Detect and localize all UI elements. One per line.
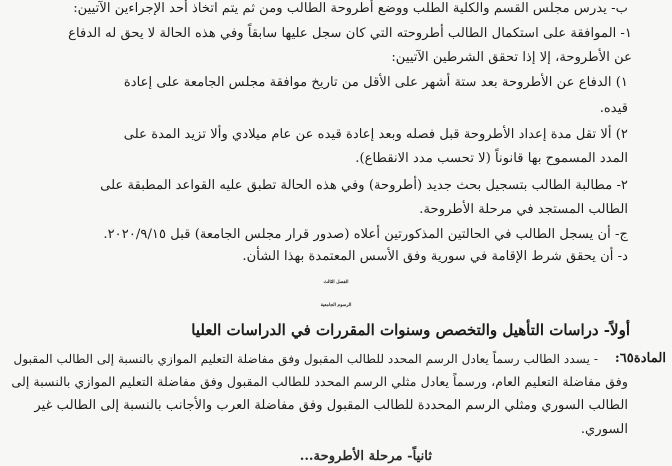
clause-d-line: د- أن يحقق شرط الإقامة في سورية وفق الأسس المعتمدة بهذا الشأن. [242,249,628,264]
option-1-line-2: عن الأطروحة، إلا إذا تحقق الشرطين الآتيين: [391,50,632,65]
article-label: المادة٦٥: [614,351,666,366]
condition-1-line-1: ١) الدفاع عن الأطروحة بعد ستة أشهر على الأقل من تاريخ موافقة مجلس الجامعة على إعادة [123,75,628,90]
condition-1-line-2: قيده. [599,101,628,116]
clause-b-line: ب- يدرس مجلس القسم والكلية الطلب ووضع أطروحة الطالب ومن ثم يتم اتخاذ أحد الإجراءين الآتيين: [73,1,628,16]
section-heading: أولاً- دراسات التأهيل والتخصص وسنوات المقررات في الدراسات العليا [191,321,630,339]
article-line-3: الطالب السوري ومثلي الرسم المحددة للطالب المقبول وفق مفاضلة العرب والأجانب بالنسبة إلى الطالب غير [34,398,628,413]
condition-2-line-1: ٢) ألا تقل مدة إعداد الأطروحة قبل فصله وبعد إعادة قيده عن عام ميلادي وألا تزيد المدة على [123,127,628,142]
option-2-line-2: الطالب المستجد في مرحلة الأطروحة. [419,202,628,217]
cut-off-heading: ثانياً- مرحلة الأطروحة... [299,449,432,464]
chapter-heading: الفصل الثالث [323,280,349,285]
fees-heading: الرسوم الجامعية [320,303,352,308]
option-1-line-1: ١- الموافقة على استكمال الطالب أطروحته التي كان سجل عليها سابقاً وفي هذه الحالة لا يحق له الدفاع [68,26,632,41]
clause-c-line: ج- أن يسجل الطالب في الحالتين المذكورتين أعلاه (صدور قرار مجلس الجامعة) قبل ٢٠٢٠/٩/١٥. [103,227,628,242]
article-line-4: السوري. [580,422,628,437]
article-line-1: - يسدد الطالب رسماً يعادل الرسم المحدد للطالب المقبول وفق مفاضلة التعليم الموازي بالنسبة إلى الطالب المقبول [13,352,598,366]
article-line-2: وفق مفاضلة التعليم العام، ورسماً يعادل مثلي الرسم المحدد للطالب المقبول وفق مفاضلة التعليم الموازي بالنسبة إلى [11,374,628,389]
condition-2-line-2: المدد المسموح بها قانوناً (لا تحسب مدد الانقطاع). [355,151,628,166]
option-2-line-1: ٢- مطالبة الطالب بتسجيل بحث جديد (أطروحة) وفي هذه الحالة تطبق عليه القواعد المطبقة على [100,178,628,193]
